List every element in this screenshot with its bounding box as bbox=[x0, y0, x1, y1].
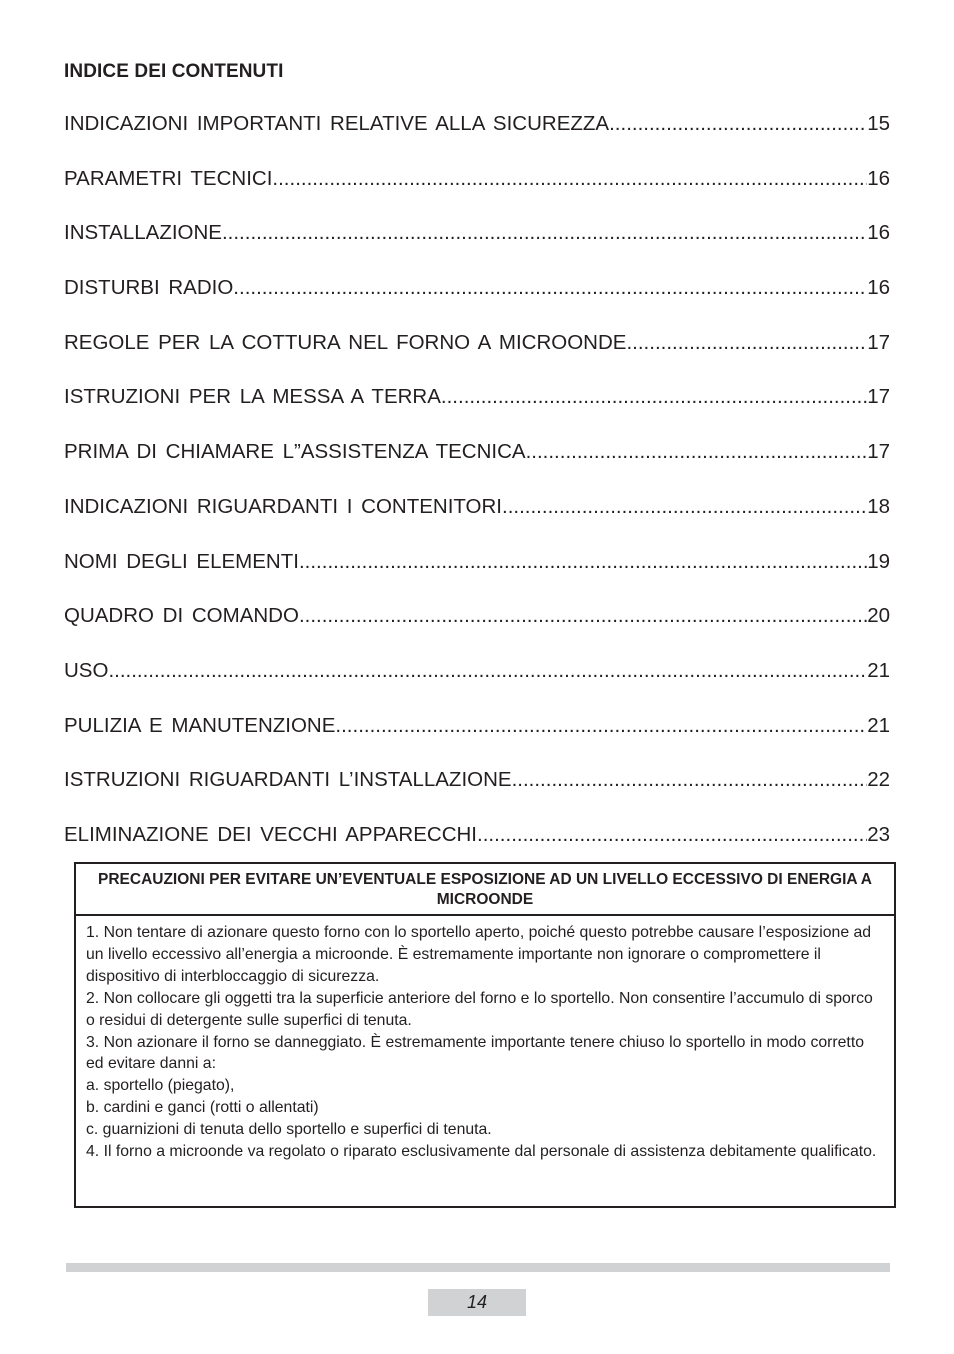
toc-entry-page: 16 bbox=[867, 166, 890, 190]
toc-entry[interactable] bbox=[64, 385, 890, 440]
toc-entry[interactable] bbox=[64, 604, 890, 659]
toc-entry-page: 15 bbox=[867, 112, 890, 135]
precaution-subitem: c. guarnizioni di tenuta dello sportello e superfici di tenuta. bbox=[86, 1121, 492, 1139]
toc-leader-dots bbox=[222, 221, 867, 245]
precaution-item: 1. Non tentare di azionare questo forno con lo sportello aperto, poiché questo potrebbe causare l’esposizione ad un livello eccessivo all’energia a microonde. È estremamente importante non ignorare o compromettere il dispositivo di interbloccaggio di sicurezza. bbox=[86, 924, 872, 985]
table-of-contents bbox=[64, 112, 890, 878]
toc-leader-dots bbox=[108, 659, 867, 683]
toc-entry-title: NOMI DEGLI ELEMENTI bbox=[64, 549, 299, 573]
toc-entry[interactable] bbox=[64, 221, 890, 276]
toc-leader-dots bbox=[441, 385, 867, 409]
toc-leader-dots bbox=[609, 112, 867, 136]
precautions-box bbox=[74, 862, 896, 1208]
toc-entry-title: ISTRUZIONI PER LA MESSA A TERRA bbox=[64, 385, 441, 409]
toc-leader-dots bbox=[502, 495, 867, 519]
toc-leader-dots bbox=[512, 768, 868, 792]
toc-leader-dots bbox=[335, 714, 867, 738]
toc-entry-page: 17 bbox=[867, 385, 890, 409]
toc-entry-title: REGOLE PER LA COTTURA NEL FORNO A MICROONDE bbox=[64, 330, 627, 354]
toc-entry[interactable] bbox=[64, 768, 890, 823]
precaution-subitem: a. sportello (piegato), bbox=[86, 1077, 235, 1095]
toc-leader-dots bbox=[477, 823, 867, 847]
toc-entry-title: PRIMA DI CHIAMARE L”ASSISTENZA TECNICA bbox=[64, 440, 526, 464]
toc-entry-page: 21 bbox=[867, 713, 890, 737]
toc-entry[interactable] bbox=[64, 331, 890, 386]
toc-entry-title: PARAMETRI TECNICI bbox=[64, 166, 273, 190]
toc-entry[interactable] bbox=[64, 167, 890, 222]
toc-entry-title: QUADRO DI COMANDO bbox=[64, 604, 299, 628]
toc-entry-title: INDICAZIONI RIGUARDANTI I CONTENITORI bbox=[64, 494, 502, 518]
toc-entry-title: PULIZIA E MANUTENZIONE bbox=[64, 713, 336, 737]
toc-entry-page: 18 bbox=[867, 494, 890, 518]
toc-leader-dots bbox=[299, 550, 867, 574]
toc-leader-dots bbox=[233, 276, 867, 300]
toc-entry-title: ELIMINAZIONE DEI VECCHI APPARECCHI bbox=[64, 822, 478, 846]
page-number: 14 bbox=[428, 1289, 526, 1316]
toc-entry[interactable] bbox=[64, 495, 890, 550]
toc-entry-page: 19 bbox=[867, 549, 890, 573]
toc-entry[interactable] bbox=[64, 440, 890, 495]
toc-entry-title: ISTRUZIONI RIGUARDANTI L’INSTALLAZIONE bbox=[64, 768, 512, 792]
toc-entry-title: INDICAZIONI IMPORTANTI RELATIVE ALLA SICUREZZA bbox=[64, 112, 610, 135]
toc-entry[interactable] bbox=[64, 659, 890, 714]
toc-entry[interactable] bbox=[64, 550, 890, 605]
precaution-item: 2. Non collocare gli oggetti tra la superficie anteriore del forno e lo sportello. Non consentire l’accumulo di sporco o residui di detergente sulle superfici di tenuta. bbox=[86, 989, 873, 1029]
precautions-body bbox=[76, 916, 894, 1163]
toc-entry-page: 16 bbox=[867, 276, 890, 300]
toc-entry[interactable] bbox=[64, 276, 890, 331]
toc-leader-dots bbox=[272, 167, 867, 191]
page-title: INDICE DEI CONTENUTI bbox=[64, 61, 284, 82]
toc-leader-dots bbox=[299, 604, 867, 628]
precaution-subitem: b. cardini e ganci (rotti o allentati) bbox=[86, 1099, 319, 1117]
precaution-item: 3. Non azionare il forno se danneggiato. È estremamente importante tenere chiuso lo sportello in modo corretto ed evitare danni a: bbox=[86, 1033, 864, 1073]
precautions-title: PRECAUZIONI PER EVITARE UN’EVENTUALE ESPOSIZIONE AD UN LIVELLO ECCESSIVO DI ENERGIA A MICROONDE bbox=[76, 864, 894, 916]
toc-entry-page: 17 bbox=[867, 440, 890, 464]
toc-entry-title: INSTALLAZIONE bbox=[64, 221, 222, 245]
toc-leader-dots bbox=[526, 440, 868, 464]
toc-entry[interactable] bbox=[64, 112, 890, 167]
toc-entry-page: 22 bbox=[867, 768, 890, 792]
precaution-item: 4. Il forno a microonde va regolato o riparato esclusivamente dal personale di assistenza debitamente qualificato. bbox=[86, 1143, 877, 1161]
footer-divider-bar bbox=[66, 1263, 890, 1272]
toc-entry-page: 20 bbox=[867, 604, 890, 628]
toc-entry-page: 16 bbox=[867, 221, 890, 245]
toc-entry-page: 23 bbox=[867, 822, 890, 846]
toc-leader-dots bbox=[626, 331, 867, 355]
toc-entry-page: 17 bbox=[867, 330, 890, 354]
toc-entry[interactable] bbox=[64, 714, 890, 769]
toc-entry-page: 21 bbox=[867, 658, 890, 682]
toc-entry-title: DISTURBI RADIO bbox=[64, 276, 234, 300]
toc-entry-title: USO bbox=[64, 658, 109, 682]
